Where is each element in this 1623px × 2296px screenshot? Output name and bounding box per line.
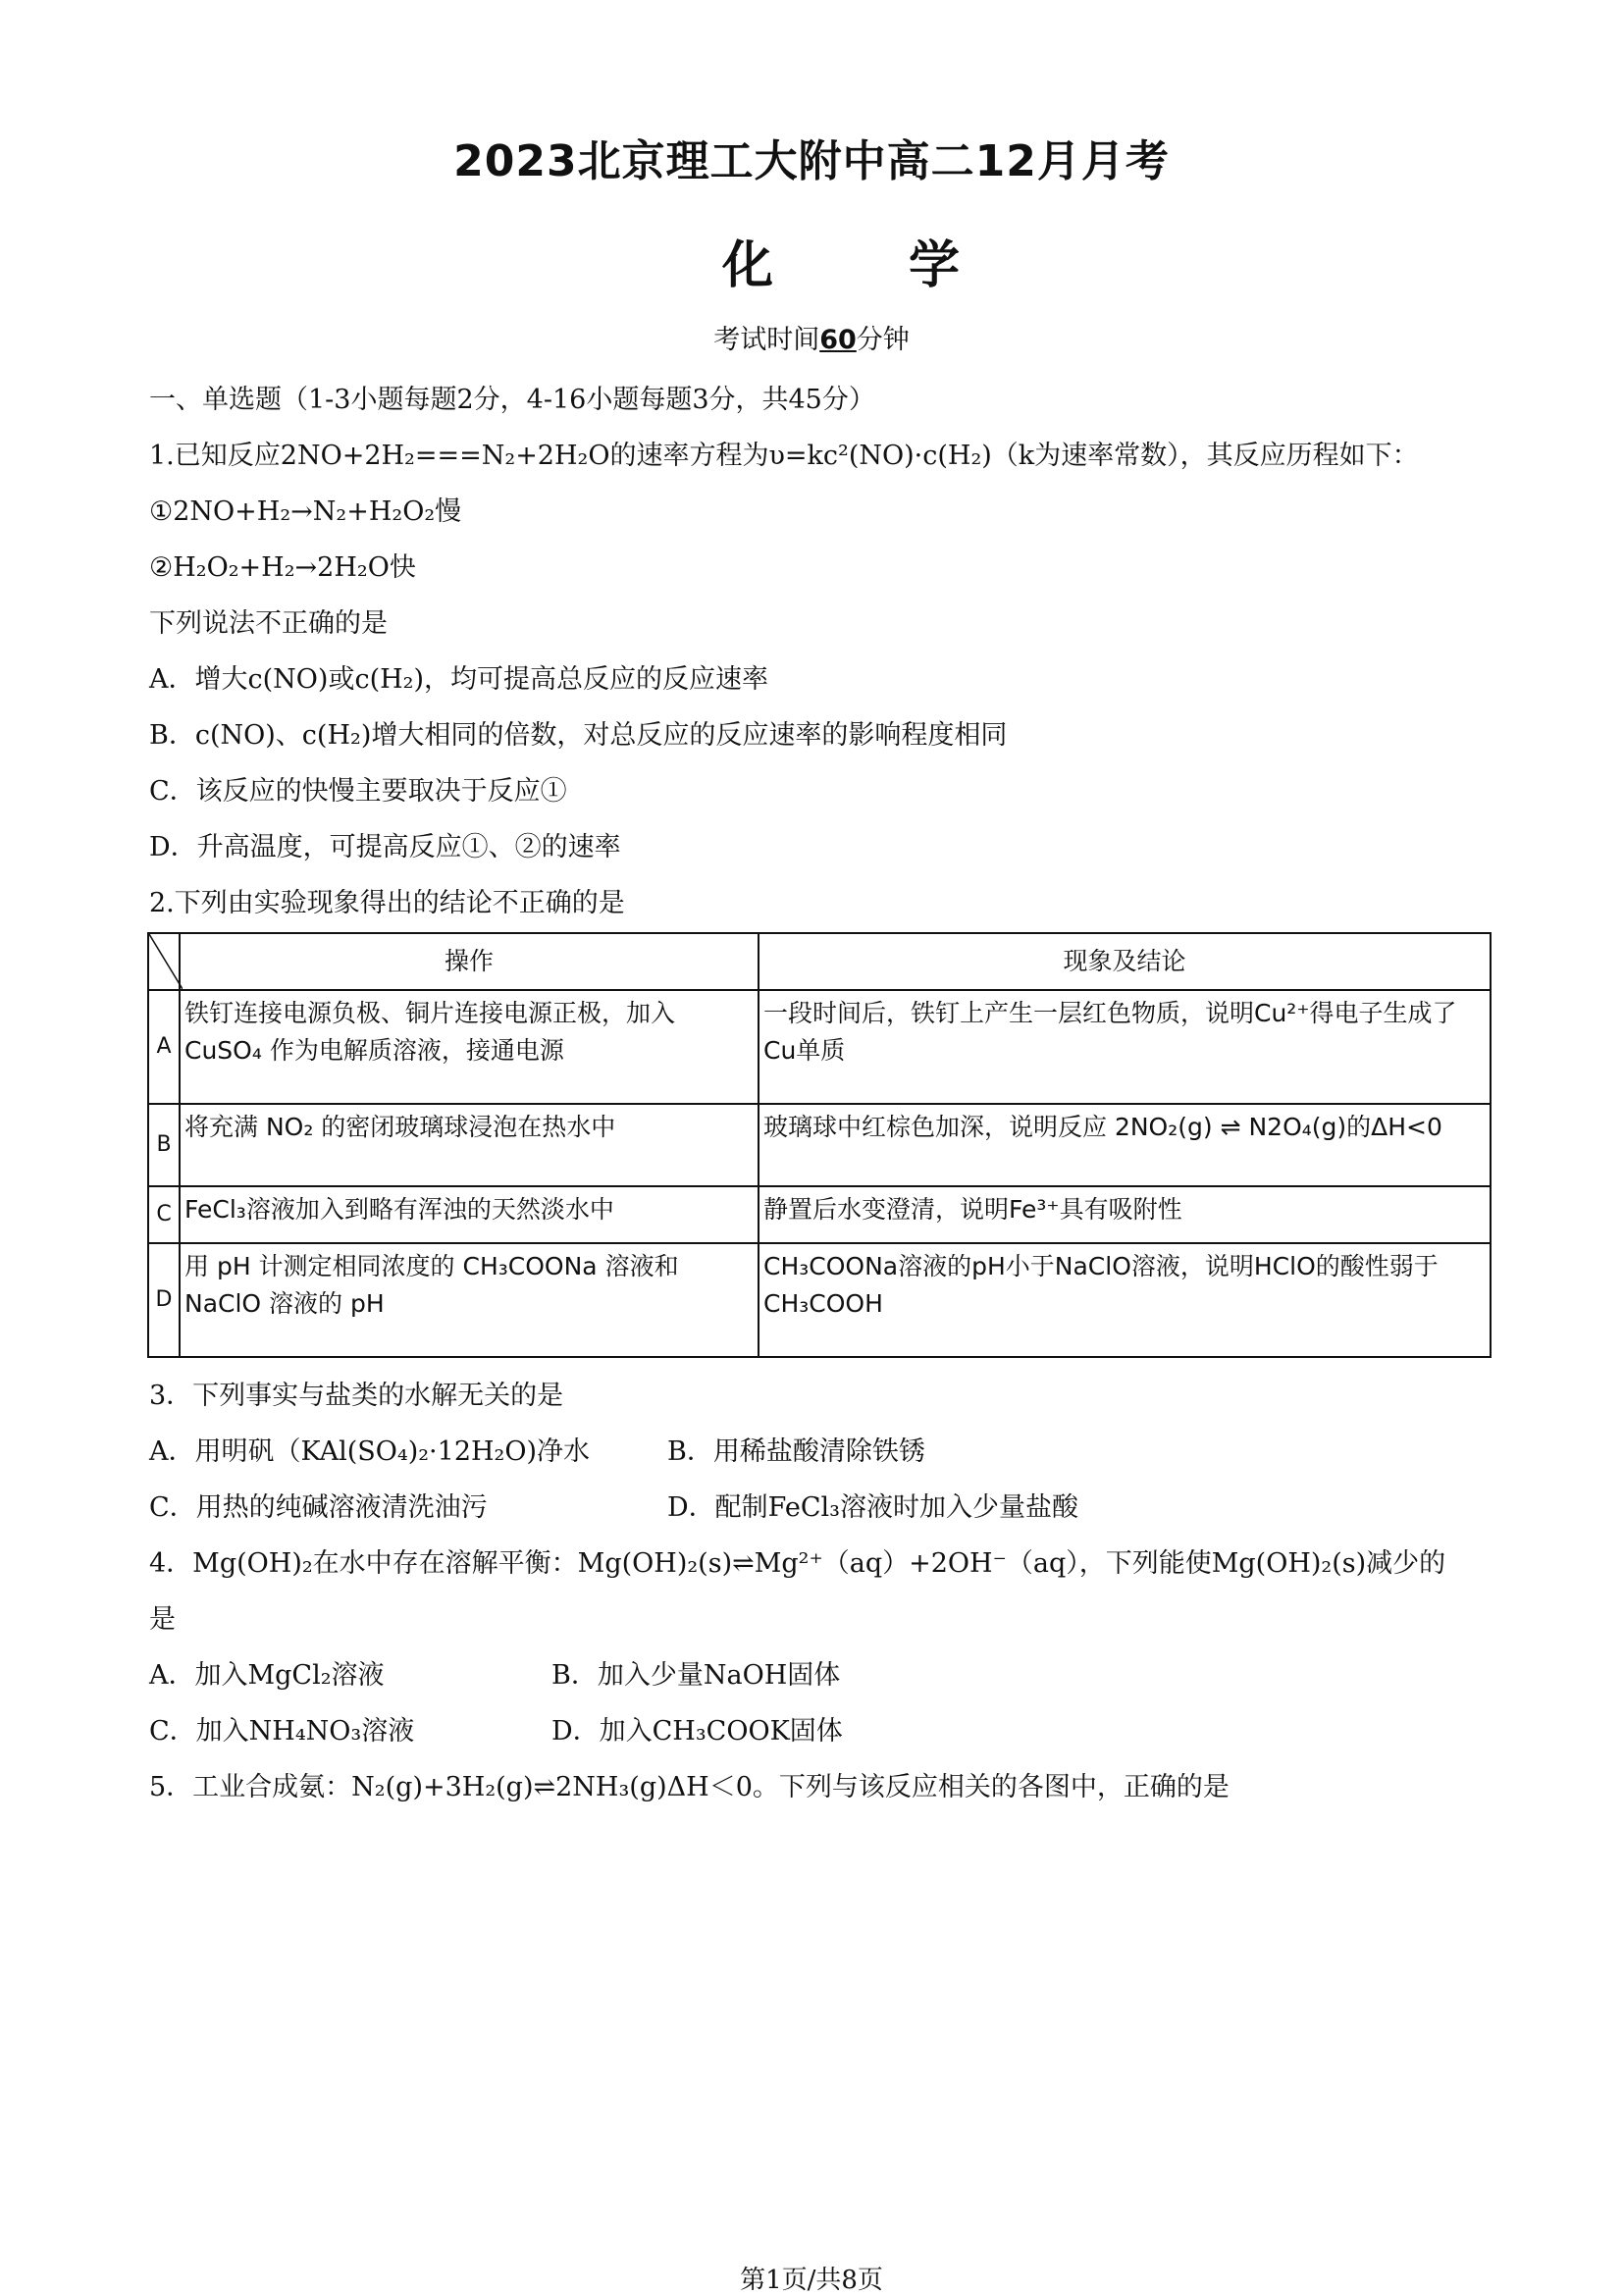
row-label: A — [148, 990, 180, 1104]
q1-option-c: C．该反应的快慢主要取决于反应① — [149, 776, 567, 807]
page-number: 第1页/共8页 — [740, 2266, 883, 2295]
exam-time — [0, 318, 1623, 356]
row-result: 玻璃球中红棕色加深，说明反应 2NO₂(g) ⇌ N2O₄(g)的ΔH<0 — [759, 1104, 1491, 1186]
exam-time-value: 60 — [819, 325, 857, 355]
table-row — [148, 1243, 1491, 1357]
q5-stem: 5．工业合成氨：N₂(g)+3H₂(g)⇌2NH₃(g)ΔH＜0。下列与该反应相关的各图中，正确的是 — [149, 1772, 1230, 1802]
row-result: 一段时间后，铁钉上产生一层红色物质，说明Cu²⁺得电子生成了Cu单质 — [759, 990, 1491, 1104]
table-row — [148, 990, 1491, 1104]
q3-option-d: D．配制FeCl₃溶液时加入少量盐酸 — [667, 1492, 1079, 1523]
row-label: C — [148, 1186, 180, 1243]
q1-prompt: 下列说法不正确的是 — [149, 608, 388, 639]
q4-stem: 4．Mg(OH)₂在水中存在溶解平衡：Mg(OH)₂(s)⇌Mg²⁺（aq）+2OH⁻（aq），下列能使Mg(OH)₂(s)减少的 — [149, 1548, 1446, 1579]
row-result: 静置后水变澄清，说明Fe³⁺具有吸附性 — [759, 1186, 1491, 1243]
q1-option-b: B．c(NO)、c(H₂)增大相同的倍数，对总反应的反应速率的影响程度相同 — [149, 720, 1008, 751]
row-operation: 用 pH 计测定相同浓度的 CH₃COONa 溶液和NaClO 溶液的 pH — [180, 1243, 759, 1357]
diagonal-line — [149, 934, 183, 989]
exam-title: 2023北京理工大附中高二12月月考 — [453, 136, 1170, 186]
q2-table — [147, 932, 1492, 1358]
row-label: B — [148, 1104, 180, 1186]
q3-option-a: A．用明矾（KAl(SO₄)₂·12H₂O)净水 — [149, 1436, 591, 1467]
q3-option-c: C．用热的纯碱溶液清洗油污 — [149, 1492, 488, 1523]
q1-step1: ①2NO+H₂→N₂+H₂O₂慢 — [149, 496, 462, 527]
table-row — [148, 1104, 1491, 1186]
q4-option-a: A．加入MgCl₂溶液 — [149, 1660, 385, 1691]
row-result: CH₃COONa溶液的pH小于NaClO溶液，说明HClO的酸性弱于CH₃COOH — [759, 1243, 1491, 1357]
table-row — [148, 1186, 1491, 1243]
q1-step2: ②H₂O₂+H₂→2H₂O快 — [149, 552, 416, 583]
row-label: D — [148, 1243, 180, 1357]
exam-time-suffix: 分钟 — [856, 325, 910, 355]
q4-option-d: D．加入CH₃COOK固体 — [551, 1716, 843, 1747]
row-operation: FeCl₃溶液加入到略有浑浊的天然淡水中 — [180, 1186, 759, 1243]
column-header-result: 现象及结论 — [759, 933, 1491, 990]
table-header-row — [148, 933, 1491, 990]
exam-time-prefix: 考试时间 — [713, 325, 820, 355]
diagonal-corner-cell — [148, 933, 180, 990]
q1-option-a: A．增大c(NO)或c(H₂)，均可提高总反应的反应速率 — [149, 664, 769, 695]
q1-stem: 1.已知反应2NO+2H₂===N₂+2H₂O的速率方程为υ=kc²(NO)·c(H₂)（k为速率常数），其反应历程如下： — [149, 441, 1419, 471]
column-header-operation: 操作 — [180, 933, 759, 990]
row-operation: 铁钉连接电源负极、铜片连接电源正极，加入 CuSO₄ 作为电解质溶液，接通电源 — [180, 990, 759, 1104]
q2-stem: 2.下列由实验现象得出的结论不正确的是 — [149, 888, 625, 918]
q3-option-b: B．用稀盐酸清除铁锈 — [667, 1436, 925, 1467]
q4-stem-continued: 是 — [149, 1604, 176, 1635]
row-operation: 将充满 NO₂ 的密闭玻璃球浸泡在热水中 — [180, 1104, 759, 1186]
section-heading: 一、单选题（1-3小题每题2分，4-16小题每题3分，共45分） — [149, 385, 875, 415]
q4-option-c: C．加入NH₄NO₃溶液 — [149, 1716, 415, 1747]
q3-stem: 3．下列事实与盐类的水解无关的是 — [149, 1381, 564, 1411]
q1-option-d: D．升高温度，可提高反应①、②的速率 — [149, 832, 621, 862]
subject-title: 化 学 — [721, 236, 1020, 295]
q4-option-b: B．加入少量NaOH固体 — [551, 1660, 841, 1691]
